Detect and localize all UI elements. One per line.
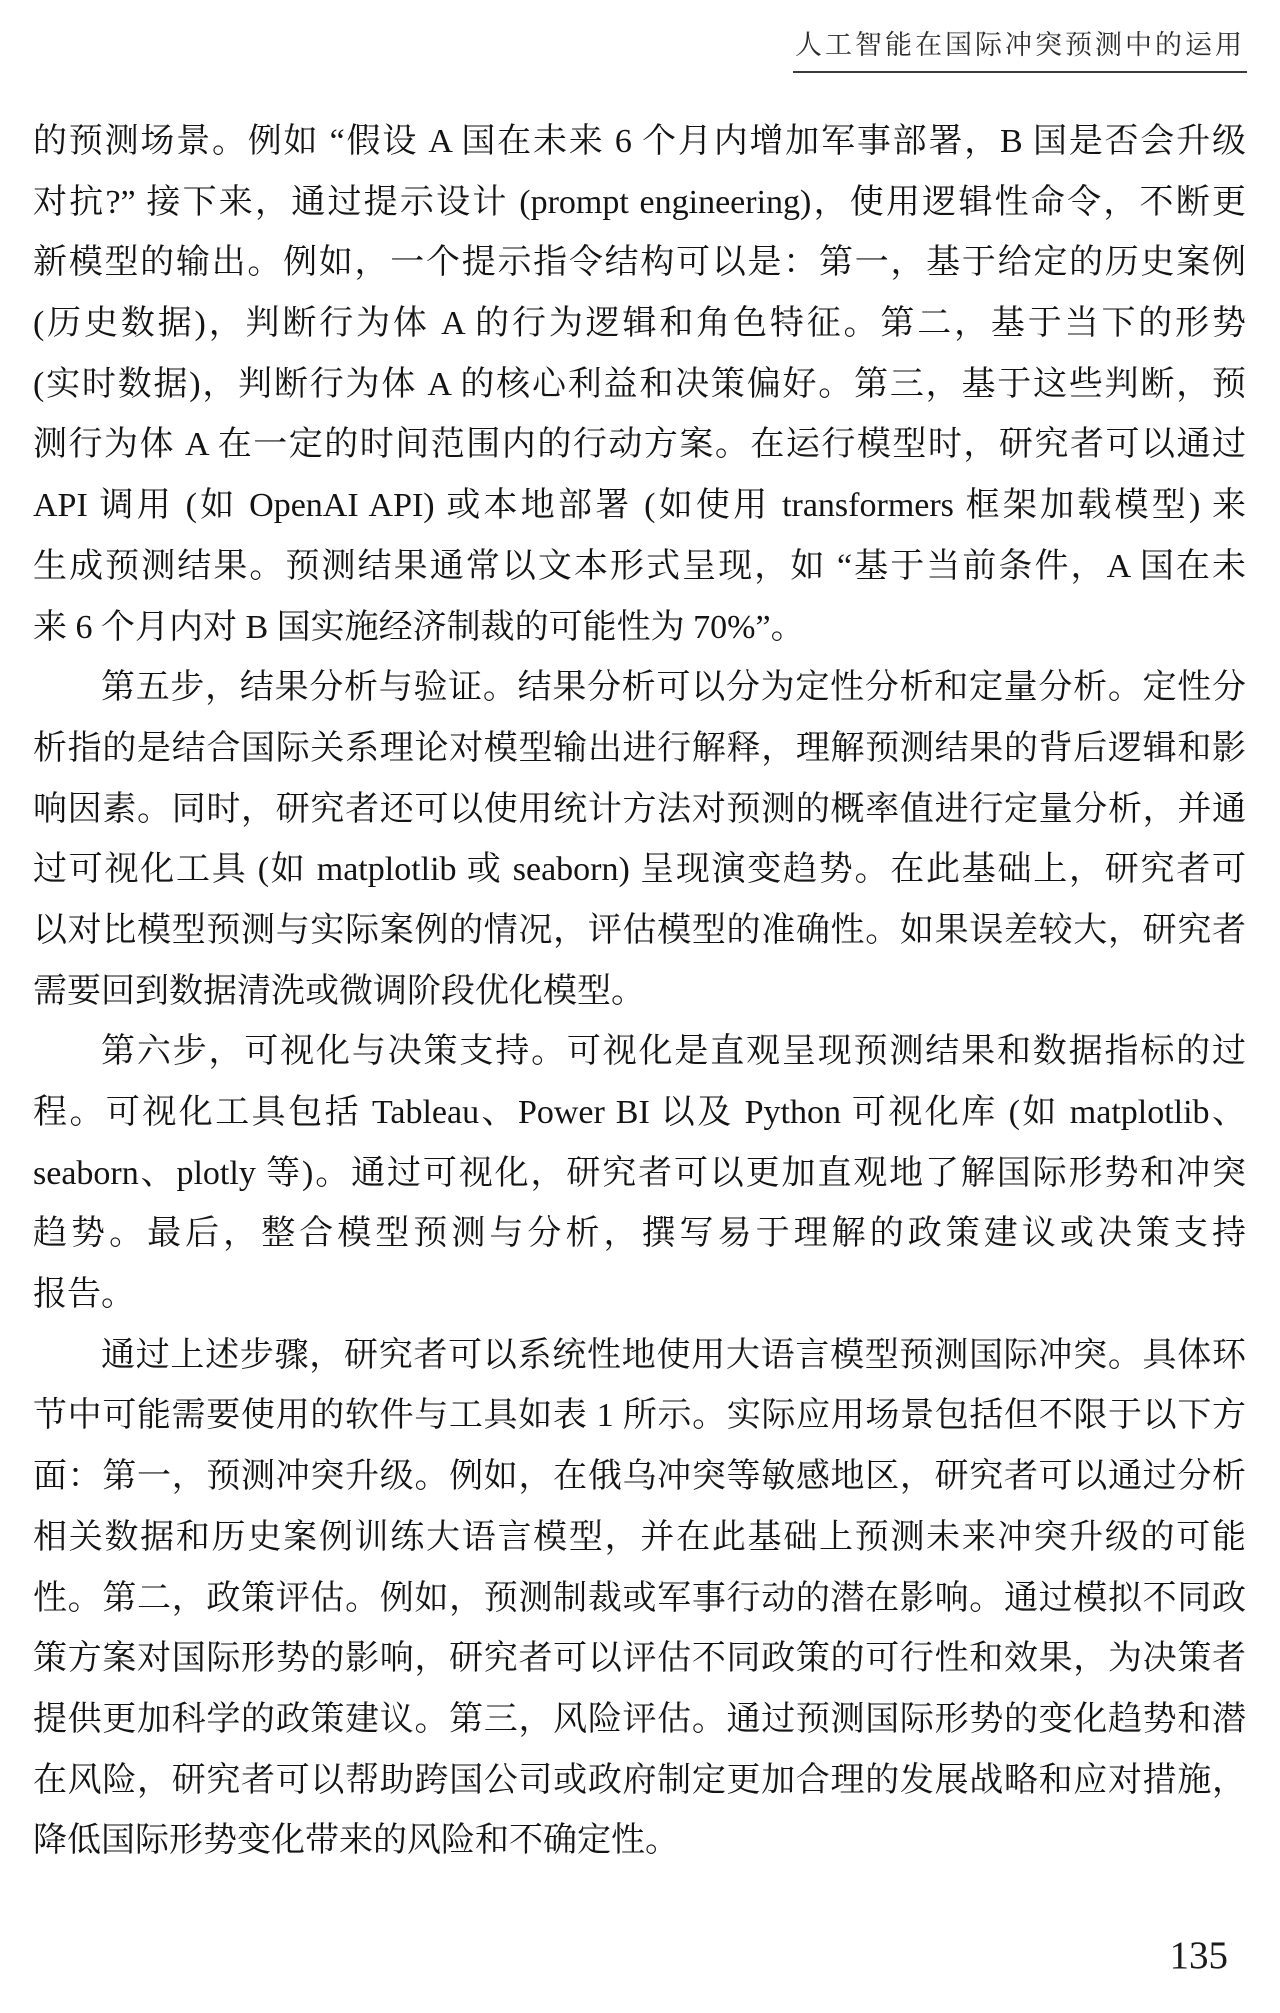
body-line: 通过上述步骤，研究者可以系统性地使用大语言模型预测国际冲突。具体环 — [101, 1336, 1246, 1374]
body-line: 策方案对国际形势的影响，研究者可以评估不同政策的可行性和效果，为决策者 — [33, 1640, 1246, 1678]
body-line: (实时数据)，判断行为体 A 的核心利益和决策偏好。第三，基于这些判断，预 — [33, 365, 1246, 403]
body-line: 生成预测结果。预测结果通常以文本形式呈现，如 “基于当前条件，A 国在未 — [33, 547, 1246, 585]
body-line: 的预测场景。例如 “假设 A 国在未来 6 个月内增加军事部署，B 国是否会升级 — [33, 123, 1246, 160]
running-head-title: 人工智能在国际冲突预测中的运用 — [793, 29, 1247, 73]
body-text — [33, 112, 1246, 1872]
body-line: 趋势。最后，整合模型预测与分析，撰写易于理解的政策建议或决策支持 — [33, 1215, 1246, 1253]
body-line: 面：第一，预测冲突升级。例如，在俄乌冲突等敏感地区，研究者可以通过分析 — [33, 1458, 1246, 1496]
body-line: 以对比模型预测与实际案例的情况，评估模型的准确性。如果误差较大，研究者 — [33, 911, 1246, 949]
page-header — [793, 29, 1247, 73]
page-number: 135 — [1169, 1934, 1228, 1977]
body-line: 测行为体 A 在一定的时间范围内的行动方案。在运行模型时，研究者可以通过 — [33, 426, 1246, 464]
body-line: 来 6 个月内对 B 国实施经济制裁的可能性为 70%”。 — [33, 608, 805, 646]
body-line: 新模型的输出。例如，一个提示指令结构可以是：第一，基于给定的历史案例 — [33, 244, 1246, 282]
body-line: 降低国际形势变化带来的风险和不确定性。 — [33, 1822, 679, 1860]
body-line: 对抗?” 接下来，通过提示设计 (prompt engineering)，使用逻辑性命令，不断更 — [33, 183, 1246, 221]
body-line: 需要回到数据清洗或微调阶段优化模型。 — [33, 972, 645, 1010]
body-line: 提供更加科学的政策建议。第三，风险评估。通过预测国际形势的变化趋势和潜 — [33, 1700, 1246, 1738]
body-line: (历史数据)，判断行为体 A 的行为逻辑和角色特征。第二，基于当下的形势 — [33, 305, 1246, 343]
body-line: 报告。 — [33, 1276, 135, 1314]
body-line: 响因素。同时，研究者还可以使用统计方法对预测的概率值进行定量分析，并通 — [33, 790, 1246, 828]
body-line: 第五步，结果分析与验证。结果分析可以分为定性分析和定量分析。定性分 — [101, 669, 1246, 707]
body-line: API 调用 (如 OpenAI API) 或本地部署 (如使用 transformers 框架加载模型) 来 — [33, 487, 1246, 525]
body-line: 过可视化工具 (如 matplotlib 或 seaborn) 呈现演变趋势。在此基础上，研究者可 — [33, 851, 1246, 889]
body-line: 析指的是结合国际关系理论对模型输出进行解释，理解预测结果的背后逻辑和影 — [33, 729, 1246, 767]
body-line: 节中可能需要使用的软件与工具如表 1 所示。实际应用场景包括但不限于以下方 — [33, 1397, 1246, 1435]
body-line: 第六步，可视化与决策支持。可视化是直观呈现预测结果和数据指标的过 — [101, 1033, 1246, 1071]
body-line: 在风险，研究者可以帮助跨国公司或政府制定更加合理的发展战略和应对措施， — [33, 1761, 1246, 1799]
body-line: 程。可视化工具包括 Tableau、Power BI 以及 Python 可视化库 (如 matplotlib、 — [33, 1094, 1246, 1131]
body-line: 相关数据和历史案例训练大语言模型，并在此基础上预测未来冲突升级的可能 — [33, 1518, 1246, 1556]
body-line: seaborn、plotly 等)。通过可视化，研究者可以更加直观地了解国际形势和冲突 — [33, 1154, 1246, 1192]
body-line: 性。第二，政策评估。例如，预测制裁或军事行动的潜在影响。通过模拟不同政 — [33, 1579, 1246, 1617]
